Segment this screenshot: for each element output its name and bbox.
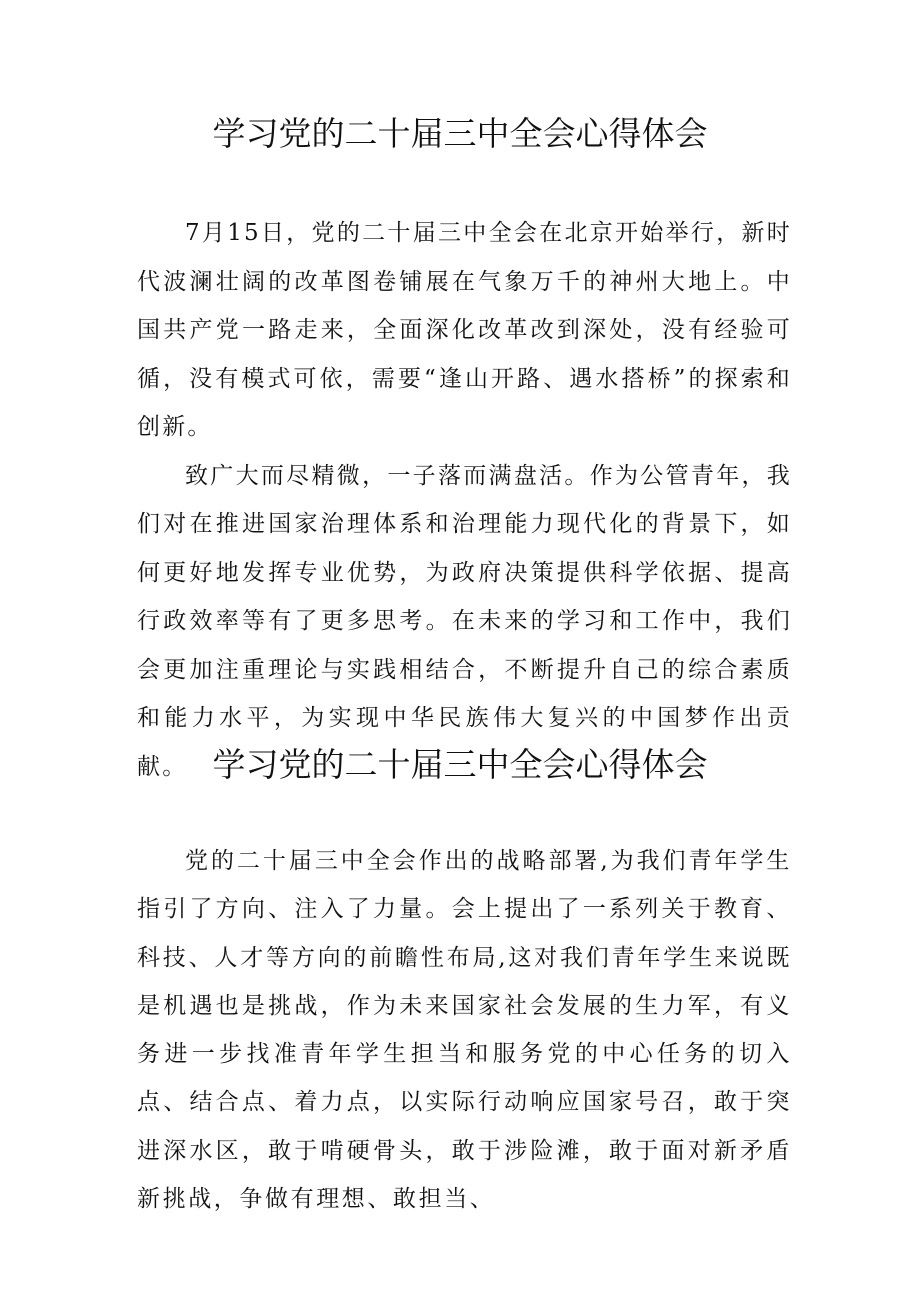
article-2-paragraph-1: 党的二十届三中全会作出的战略部署,为我们青年学生指引了方向、注入了力量。会上提出了一系列关于教育、科技、人才等方向的前瞻性布局,这对我们青年学生来说既是机遇也是挑战，作为未来国家社会发展的生力军，有义务进一步找准青年学生担当和服务党的中心任务的切入点、结合点、着力点，以实际行动响应国家号召，敢于突进深水区，敢于啃硬骨头，敢于涉险滩，敢于面对新矛盾新挑战，争做有理想、敢担当、 bbox=[137, 848, 792, 1213]
article-2-title: 学习党的二十届三中全会心得体会 bbox=[212, 745, 708, 784]
article-1-body bbox=[137, 209, 792, 791]
article-2-body bbox=[137, 837, 792, 1223]
article-1-paragraph-1: 7月15日，党的二十届三中全会在北京开始举行，新时代波澜壮阔的改革图卷铺展在气象万千的神州大地上。中国共产党一路走来，全面深化改革改到深处，没有经验可循，没有模式可依，需要“逢山开路、遇水搭桥”的探索和创新。 bbox=[137, 220, 792, 440]
article-1-title: 学习党的二十届三中全会心得体会 bbox=[212, 114, 708, 153]
article-1-paragraph-2: 致广大而尽精微，一子落而满盘活。作为公管青年，我们对在推进国家治理体系和治理能力现代化的背景下，如何更好地发挥专业优势，为政府决策提供科学依据、提高行政效率等有了更多思考。在未来的学习和工作中，我们会更加注重理论与实践相结合，不断提升自己的综合素质和能力水平，为实现中华民族伟大复兴的中国梦作出贡献。 bbox=[137, 462, 792, 780]
